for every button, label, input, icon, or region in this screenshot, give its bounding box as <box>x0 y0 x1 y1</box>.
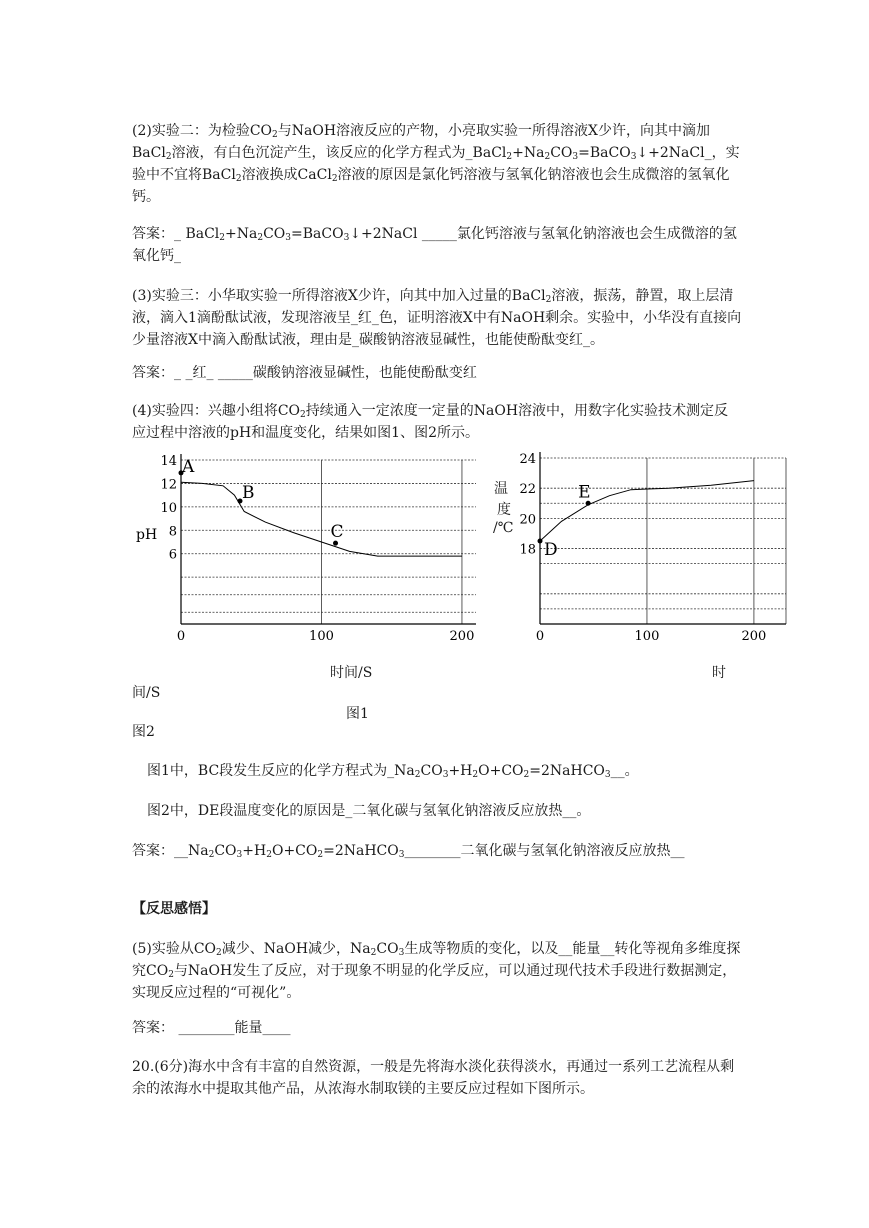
ph-axis-label: pH <box>136 527 158 543</box>
x-tick-label: 200 <box>741 629 767 644</box>
question-3: (3)实验三：小华取实验一所得溶液X少许，向其中加入过量的BaCl$_2$溶液，振荡，静置，取上层清液，滴入1滴酚酞试液，发现溶液呈_红_色，证明溶液X中有NaOH剩余。实验中，小华没有直接向少量溶液X中滴入酚酞试液，理由是_碳酸钠溶液显碱性，也能使酚酞变红_。 <box>132 288 742 348</box>
question-4-bc: 图1中，BC段发生反应的化学方程式为$\_Na_2CO_3+H_2O+CO_2=2NaHCO_3\_\_$。 <box>147 763 639 780</box>
chart2-xlabel-part1: 时 <box>712 665 726 681</box>
question-5: (5)实验从$CO_2$减少、NaOH减少，$Na_2CO_3$生成等物质的变化，以及__能量__转化等视角多维度探究$CO_2$与NaOH发生了反应，对于现象不明显的化学反应，可以通过现代技术手段进行数据测定，实现反应过程的“可视化”。 <box>132 941 741 1001</box>
temp-axis-label-2: 度 <box>497 502 511 518</box>
point-label-c: C <box>330 522 344 543</box>
question-4: (4)实验四：兴趣小组将$CO_2$持续通入一定浓度一定量的NaOH溶液中，用数字化实验技术测定反应过程中溶液的pH和温度变化，结果如图1、图2所示。 <box>132 403 729 441</box>
question-20: 20.(6分)海水中含有丰富的自然资源，一般是先将海水淡化获得淡水，再通过一系列工艺流程从剩余的浓海水中提取其他产品，从浓海水制取镁的主要反应过程如下图所示。 <box>132 1059 735 1097</box>
question-4-de: 图2中，DE段温度变化的原因是_二氧化碳与氢氧化钠溶液反应放热__。 <box>147 803 591 819</box>
figure-1-caption: 图1 <box>346 706 369 722</box>
chart1-xlabel: 时间/S <box>330 665 373 681</box>
answer-3: 答案：_ _红_ _____碳酸钠溶液显碱性，也能使酚酞变红 <box>132 365 477 381</box>
answer-4: 答案：$\_\_Na_2CO_3+H_2O+CO_2=2NaHCO_3\_\_\_\_\_\_\_\_$二氧化碳与氢氧化钠溶液反应放热__ <box>132 843 685 860</box>
y-tick-label: 8 <box>168 524 177 540</box>
x-tick-label: 100 <box>634 629 660 644</box>
y-tick-label: 18 <box>519 542 536 558</box>
y-tick-label: 22 <box>519 482 536 498</box>
y-tick-label: 24 <box>519 452 536 467</box>
temp-axis-label-3: /℃ <box>493 520 514 536</box>
question-2: (2)实验二：为检验$CO_2$与NaOH溶液反应的产物，小亮取实验一所得溶液X少许，向其中滴加BaCl$_2$溶液，有白色沉淀产生，该反应的化学方程式为$\_BaCl_2+Na_2CO_3=BaCO_3↓+2NaCl\_$，实验中不宜将BaCl$_2$溶液换成CaCl$_2$溶液的原因是氯化钙溶液与氢氧化钠溶液也会生成微溶的氢氧化钙。 <box>132 123 740 205</box>
answer-2: 答案：_ $BaCl_2+Na_2CO_3=BaCO_3↓+2NaCl$ _____氯化钙溶液与氢氧化钠溶液也会生成微溶的氢氧化钙_ <box>132 226 737 264</box>
x-tick-label: 200 <box>449 629 475 644</box>
x-tick-label: 100 <box>309 629 334 644</box>
temperature-chart <box>490 432 800 648</box>
answer-5: 答案： ________能量____ <box>132 1020 291 1036</box>
point-label-a: A <box>182 456 195 477</box>
point-label-e: E <box>578 482 591 503</box>
y-tick-label: 10 <box>160 500 177 516</box>
x-tick-label: 0 <box>176 629 186 644</box>
temp-axis-label-1: 温 <box>494 481 508 497</box>
chart2-xlabel-part2: 间/S <box>132 685 161 701</box>
y-tick-label: 12 <box>160 477 177 493</box>
x-tick-label: 0 <box>535 629 545 644</box>
figure-2-caption: 图2 <box>132 724 155 740</box>
y-tick-label: 6 <box>168 547 177 563</box>
point-label-b: B <box>242 483 255 503</box>
point-label-d: D <box>544 540 558 560</box>
point-d <box>538 539 543 544</box>
section-title: 【反思感悟】 <box>132 901 216 917</box>
y-tick-label: 20 <box>519 512 536 528</box>
ph-chart <box>130 448 490 648</box>
y-tick-label: 14 <box>160 454 177 469</box>
